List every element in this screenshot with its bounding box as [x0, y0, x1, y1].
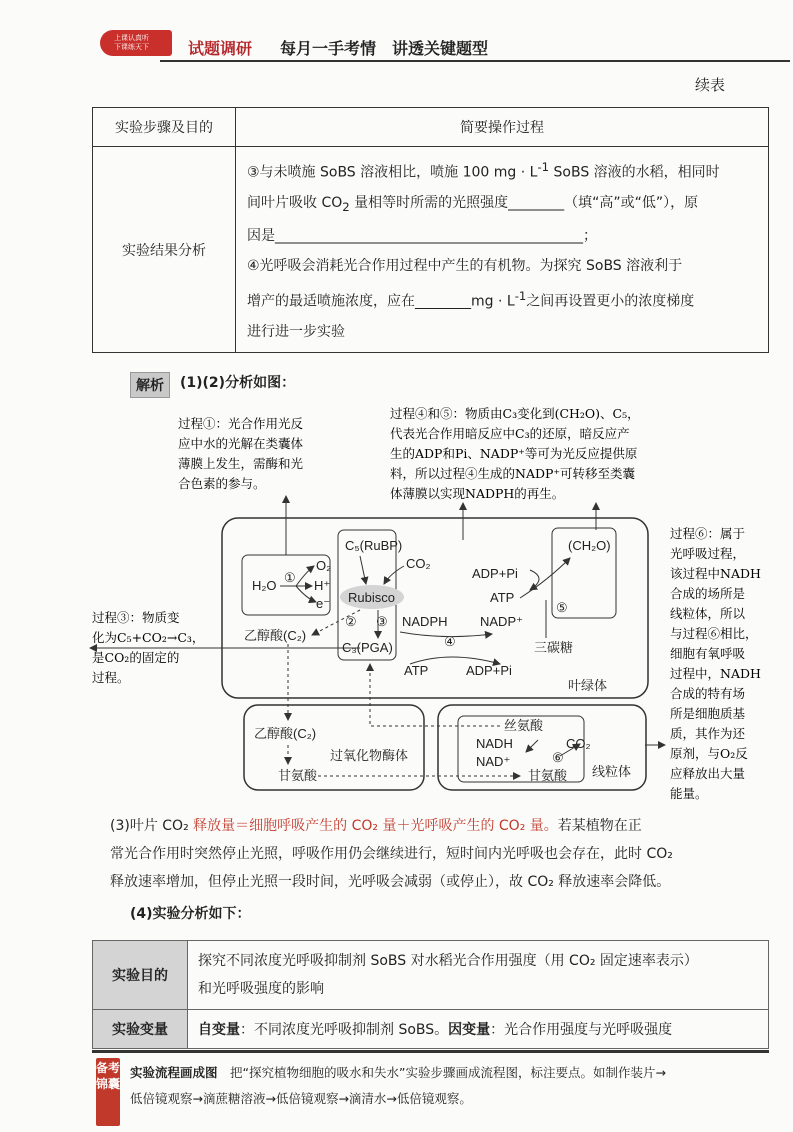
svg-text:光呼吸过程，: 光呼吸过程， [670, 546, 746, 561]
label-glycolate-2: 乙醇酸(C₂) [254, 726, 317, 741]
col-header-steps: 实验步骤及目的 [93, 108, 236, 147]
label-step-3: ③ [376, 614, 388, 629]
svg-text:应释放出大量: 应释放出大量 [670, 766, 746, 781]
header-subtitle: 每月一手考情 讲透关键题型 [280, 39, 489, 58]
label-chloroplast: 叶绿体 [568, 678, 608, 693]
svg-text:生的ADP和Pi、NADP⁺等可为光反应提供原: 生的ADP和Pi、NADP⁺等可为光反应提供原 [390, 446, 638, 461]
svg-text:质，其作为还: 质，其作为还 [670, 726, 746, 741]
svg-text:过程。: 过程。 [92, 670, 130, 685]
analysis-intro: (1)(2)分析如图： [180, 375, 296, 391]
svg-text:与过程⑥相比，: 与过程⑥相比， [670, 626, 758, 641]
label-o2: O₂ [316, 558, 332, 573]
note-process-6 [670, 526, 761, 801]
label-glycolate: 乙醇酸(C₂) [244, 628, 307, 643]
svg-text:化为C₅+CO₂→C₃，: 化为C₅+CO₂→C₃， [92, 630, 205, 645]
label-nadh: NADH [476, 736, 513, 751]
label-step-1: ① [284, 570, 296, 585]
label-peroxisome: 过氧化物酶体 [330, 748, 409, 763]
label-step-2: ② [345, 614, 357, 629]
label-hplus: H⁺ [314, 578, 331, 593]
paragraph-3: (3)叶片 CO₂ 释放量＝细胞呼吸产生的 CO₂ 量＋光呼吸产生的 CO₂ 量。若某植物在正 常光合作用时突然停止光照，呼吸作用仍会继续进行，短时间内光呼吸也会存在，此时 CO₂ 释放速率增加，但停止光照一段时间，光呼吸会减弱（或停止），故 CO₂ 释放速率会降低。 [110, 818, 673, 890]
svg-text:代表光合作用暗反应中C₃的还原，暗反应产: 代表光合作用暗反应中C₃的还原，暗反应产 [390, 426, 630, 441]
svg-text:该过程中NADH: 该过程中NADH [670, 566, 761, 581]
label-variables: 实验变量 [93, 1010, 188, 1049]
experiment-analysis-table [92, 940, 769, 1049]
label-atp: ATP [404, 663, 429, 678]
purpose-cell: 探究不同浓度光呼吸抑制剂 SoBS 对水稻光合作用强度（用 CO₂ 固定速率表示） 和光呼吸强度的影响 [188, 941, 769, 1010]
svg-text:过程⑥：属于: 过程⑥：属于 [670, 526, 746, 541]
result-paragraph: ③与未喷施 SoBS 溶液相比，喷施 100 mg · $L^{-1}$ SoBS 溶液的水稻，相同时 间叶片吸收 $CO_2$ 量相等时所需的光照强度________（填“高”或“低”），原 因是____________________________________________； ④光呼吸会消耗光合作用过程中产生的有机物。为探究 SoBS 溶液利于 增产的最适喷施浓度，应在________mg · $L^{-1}$之间再设置更小的浓度梯度 进行进一步实验 [247, 160, 720, 341]
label-glycine-2: 甘氨酸 [528, 768, 568, 783]
svg-text:合成的场所是: 合成的场所是 [670, 586, 746, 601]
label-adp-pi: ADP+Pi [466, 663, 512, 678]
svg-text:过程③：物质变: 过程③：物质变 [92, 610, 180, 625]
label-rubisco: Rubisco [348, 590, 395, 605]
svg-text:所是细胞质基: 所是细胞质基 [670, 706, 746, 721]
svg-text:原剂，与O₂反: 原剂，与O₂反 [670, 746, 748, 761]
paragraph-4: (4)实验分析如下： [130, 906, 251, 922]
label-step-4: ④ [444, 634, 456, 649]
svg-text:能量。: 能量。 [670, 786, 708, 801]
svg-text:合成的特有场: 合成的特有场 [670, 686, 746, 701]
label-step-5: ⑤ [556, 600, 568, 615]
variables-cell: 自变量：不同浓度光呼吸抑制剂 SoBS。因变量：光合作用强度与光呼吸强度 [188, 1010, 769, 1049]
svg-text:应中水的光解在类囊体: 应中水的光解在类囊体 [178, 436, 304, 451]
label-atp-top: ATP [490, 590, 515, 605]
svg-text:线粒体，所以: 线粒体，所以 [670, 606, 746, 621]
note-process-1 [178, 416, 304, 491]
svg-text:过程④和⑤：物质由C₃变化到(CH₂O)、C₅，: 过程④和⑤：物质由C₃变化到(CH₂O)、C₅， [390, 406, 640, 421]
svg-text:合色素的参与。: 合色素的参与。 [178, 476, 266, 491]
label-co2-mito: CO₂ [566, 736, 591, 751]
continued-label: 续表 [695, 76, 726, 94]
header-title: 试题调研 [188, 39, 253, 58]
svg-text:过程①：光合作用光反: 过程①：光合作用光反 [178, 416, 304, 431]
label-mitochondrion: 线粒体 [592, 764, 632, 779]
label-nadph: NADPH [402, 614, 448, 629]
svg-text:细胞有氧呼吸: 细胞有氧呼吸 [670, 646, 746, 661]
label-co2: CO₂ [406, 556, 431, 571]
label-adp-pi-top: ADP+Pi [472, 566, 518, 581]
note-process-4-5 [390, 406, 640, 501]
svg-text:料，所以过程④生成的NADP⁺可转移至类囊: 料，所以过程④生成的NADP⁺可转移至类囊 [390, 466, 635, 481]
label-ch2o: (CH₂O) [568, 538, 611, 553]
logo-text: 上课认真听 下课练天下 [114, 34, 149, 51]
label-nadp: NADP⁺ [480, 614, 523, 629]
col-header-process: 简要操作过程 [236, 108, 769, 147]
label-triose: 三碳糖 [534, 640, 574, 655]
analysis-badge: 解析 [130, 372, 170, 398]
footer-text: 实验流程画成图 把“探究植物细胞的吸水和失水”实验步骤画成流程图，标注要点。如制作装片→ 低倍镜观察→滴蔗糖溶液→低倍镜观察→滴清水→低倍镜观察。 [130, 1065, 666, 1106]
svg-text:体薄膜以实现NADPH的再生。: 体薄膜以实现NADPH的再生。 [390, 486, 565, 501]
label-serine: 丝氨酸 [504, 718, 544, 733]
label-c5: C₅(RuBP) [345, 538, 403, 553]
footer-divider [92, 1050, 769, 1053]
label-c3: C₃(PGA) [342, 640, 393, 655]
label-h2o: H₂O [252, 578, 277, 593]
label-glycine: 甘氨酸 [278, 768, 318, 783]
row-label-result: 实验结果分析 [93, 147, 236, 353]
label-step-6: ⑥ [552, 750, 564, 765]
label-eminus: e⁻ [316, 596, 331, 611]
svg-text:过程中，NADH: 过程中，NADH [670, 666, 761, 681]
svg-text:是CO₂的固定的: 是CO₂的固定的 [92, 650, 180, 665]
tips-tag: 备考锦囊 [96, 1058, 120, 1126]
label-purpose: 实验目的 [93, 941, 188, 1010]
label-nadplus: NAD⁺ [476, 754, 511, 769]
svg-text:薄膜上发生，需酶和光: 薄膜上发生，需酶和光 [178, 456, 304, 471]
